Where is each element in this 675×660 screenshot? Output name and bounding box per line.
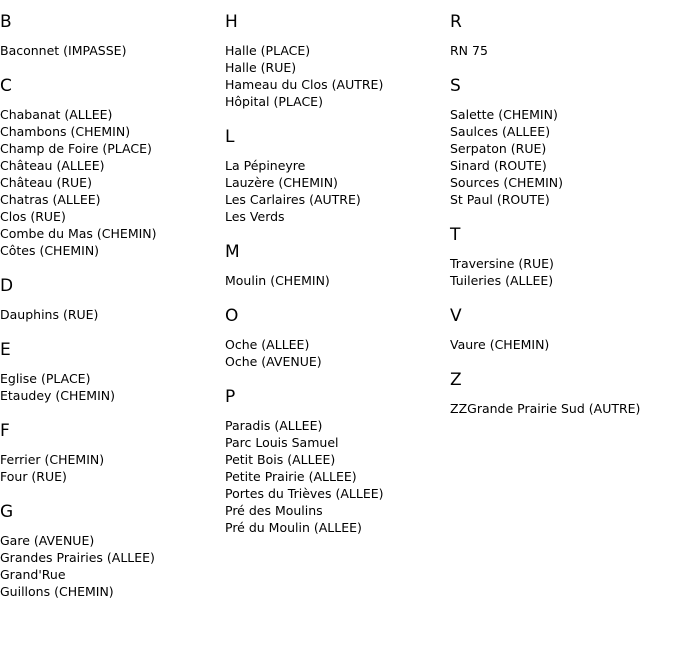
street-link[interactable]: Traversine (RUE) — [450, 256, 554, 271]
street-list — [225, 336, 445, 370]
street-list — [450, 42, 670, 59]
letter-section — [450, 225, 670, 289]
street-link[interactable]: Guillons (CHEMIN) — [0, 584, 114, 599]
street-list — [0, 42, 220, 59]
street-link[interactable]: Combe du Mas (CHEMIN) — [0, 226, 157, 241]
street-link[interactable]: Four (RUE) — [0, 469, 67, 484]
street-link[interactable]: Lauzère (CHEMIN) — [225, 175, 338, 190]
letter-section — [0, 502, 220, 600]
section-letter-heading: Z — [450, 370, 462, 390]
street-link[interactable]: Etaudey (CHEMIN) — [0, 388, 115, 403]
street-link[interactable]: Côtes (CHEMIN) — [0, 243, 100, 258]
street-link[interactable]: Grandes Prairies (ALLEE) — [0, 550, 155, 565]
letter-section — [0, 276, 220, 323]
street-link[interactable]: Parc Louis Samuel — [225, 435, 339, 450]
street-list — [450, 336, 670, 353]
street-link[interactable]: Vaure (CHEMIN) — [450, 337, 550, 352]
section-letter-heading: O — [225, 306, 239, 326]
street-link[interactable]: Oche (ALLEE) — [225, 337, 310, 352]
street-link[interactable]: ZZGrande Prairie Sud (AUTRE) — [450, 401, 641, 416]
street-list — [450, 400, 670, 417]
street-link[interactable]: Tuileries (ALLEE) — [450, 273, 554, 288]
section-letter-heading: H — [225, 12, 238, 32]
street-link[interactable]: Chatras (ALLEE) — [0, 192, 101, 207]
section-letter-heading: F — [0, 421, 10, 441]
street-link[interactable]: Saulces (ALLEE) — [450, 124, 551, 139]
letter-section — [225, 242, 445, 289]
street-link[interactable]: Salette (CHEMIN) — [450, 107, 558, 122]
street-link[interactable]: Hameau du Clos (AUTRE) — [225, 77, 384, 92]
street-link[interactable]: Paradis (ALLEE) — [225, 418, 323, 433]
street-link[interactable]: Petite Prairie (ALLEE) — [225, 469, 357, 484]
street-link[interactable]: Sources (CHEMIN) — [450, 175, 564, 190]
street-link[interactable]: Ferrier (CHEMIN) — [0, 452, 105, 467]
street-link[interactable]: Sinard (ROUTE) — [450, 158, 547, 173]
street-link[interactable]: Pré des Moulins — [225, 503, 323, 518]
street-link[interactable]: Champ de Foire (PLACE) — [0, 141, 152, 156]
letter-section — [0, 76, 220, 259]
section-letter-heading: T — [450, 225, 461, 245]
street-link[interactable]: Chambons (CHEMIN) — [0, 124, 131, 139]
index-column-3 — [450, 12, 670, 434]
section-letter-heading: D — [0, 276, 14, 296]
street-link[interactable]: Grand'Rue — [0, 567, 66, 582]
section-letter-heading: L — [225, 127, 235, 147]
letter-section — [225, 387, 445, 536]
section-letter-heading: E — [0, 340, 11, 360]
letter-section — [450, 370, 670, 417]
street-link[interactable]: St Paul (ROUTE) — [450, 192, 550, 207]
street-link[interactable]: Portes du Trièves (ALLEE) — [225, 486, 384, 501]
street-link[interactable]: Gare (AVENUE) — [0, 533, 95, 548]
street-list — [225, 157, 445, 225]
street-link[interactable]: Baconnet (IMPASSE) — [0, 43, 127, 58]
index-column-2 — [225, 12, 445, 553]
street-link[interactable]: Hôpital (PLACE) — [225, 94, 323, 109]
street-link[interactable]: La Pépineyre — [225, 158, 306, 173]
street-list — [0, 106, 220, 259]
letter-section — [0, 421, 220, 485]
section-letter-heading: P — [225, 387, 236, 407]
letter-section — [0, 12, 220, 59]
section-letter-heading: S — [450, 76, 461, 96]
index-column-1 — [0, 12, 220, 617]
street-list — [450, 255, 670, 289]
street-link[interactable]: Clos (RUE) — [0, 209, 66, 224]
street-list — [225, 417, 445, 536]
street-list — [0, 532, 220, 600]
letter-section — [450, 76, 670, 208]
section-letter-heading: M — [225, 242, 240, 262]
street-link[interactable]: Halle (PLACE) — [225, 43, 311, 58]
street-link[interactable]: Les Verds — [225, 209, 285, 224]
section-letter-heading: C — [0, 76, 12, 96]
street-link[interactable]: Château (ALLEE) — [0, 158, 105, 173]
street-list — [450, 106, 670, 208]
street-link[interactable]: Les Carlaires (AUTRE) — [225, 192, 361, 207]
street-list — [0, 451, 220, 485]
street-link[interactable]: Eglise (PLACE) — [0, 371, 91, 386]
letter-section — [225, 306, 445, 370]
street-list — [225, 272, 445, 289]
section-letter-heading: B — [0, 12, 12, 32]
street-link[interactable]: Halle (RUE) — [225, 60, 297, 75]
letter-section — [450, 12, 670, 59]
street-link[interactable]: Chabanat (ALLEE) — [0, 107, 113, 122]
letter-section — [225, 12, 445, 110]
street-link[interactable]: Petit Bois (ALLEE) — [225, 452, 336, 467]
street-link[interactable]: RN 75 — [450, 43, 488, 58]
section-letter-heading: V — [450, 306, 462, 326]
letter-section — [450, 306, 670, 353]
street-link[interactable]: Pré du Moulin (ALLEE) — [225, 520, 362, 535]
letter-section — [225, 127, 445, 225]
street-list — [0, 306, 220, 323]
letter-section — [0, 340, 220, 404]
section-letter-heading: R — [450, 12, 462, 32]
street-link[interactable]: Serpaton (RUE) — [450, 141, 547, 156]
street-link[interactable]: Dauphins (RUE) — [0, 307, 99, 322]
street-list — [225, 42, 445, 110]
street-link[interactable]: Moulin (CHEMIN) — [225, 273, 330, 288]
street-link[interactable]: Oche (AVENUE) — [225, 354, 322, 369]
section-letter-heading: G — [0, 502, 14, 522]
street-list — [0, 370, 220, 404]
street-link[interactable]: Château (RUE) — [0, 175, 92, 190]
